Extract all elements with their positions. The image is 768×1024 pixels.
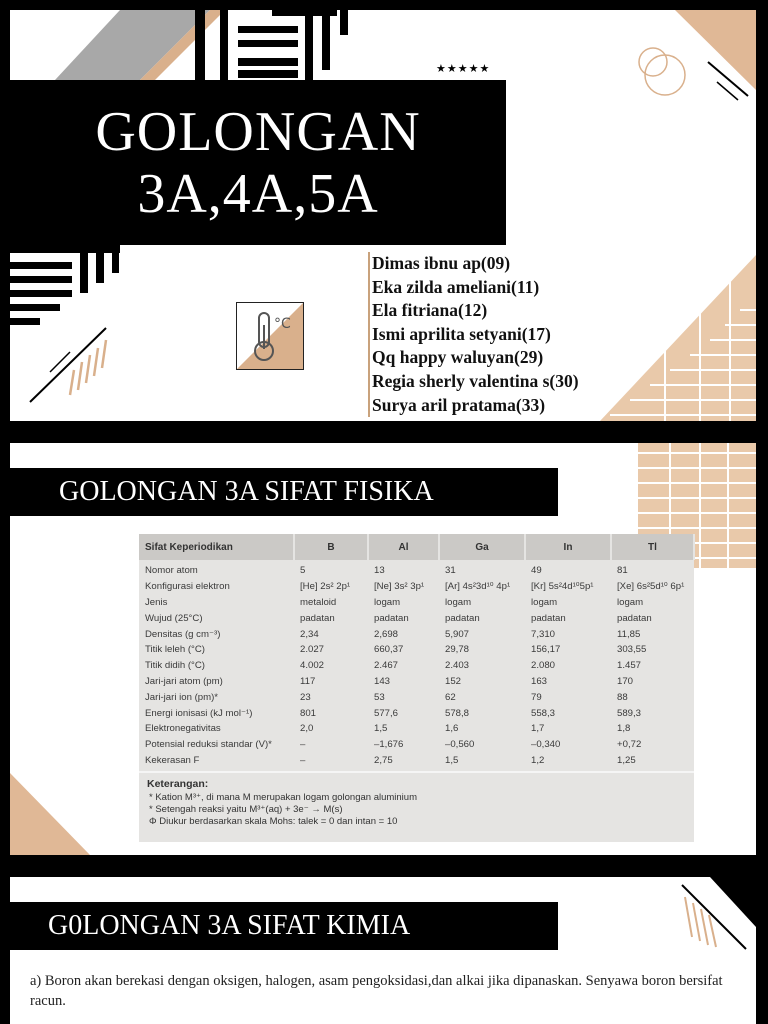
table-cell: [He] 2s² 2p¹: [300, 581, 351, 593]
table-row: [139, 753, 694, 769]
table-cell: 5: [300, 565, 306, 577]
column-header: Tl: [611, 534, 694, 560]
table-cell: 577,6: [374, 707, 399, 719]
chemical-properties-slide: [10, 877, 756, 1024]
table-cell: 1,6: [445, 723, 459, 735]
row-label-cell: Jenis: [145, 596, 168, 608]
table-cell: 2,34: [300, 628, 319, 640]
row-label-cell: Jari-jari atom (pm): [145, 675, 223, 687]
table-row: [139, 674, 694, 690]
table-header-row: [139, 534, 694, 560]
body-text: a) Boron akan berekasi dengan oksigen, halogen, asam pengoksidasi,dan alkai jika dipanaskan. Senyawa boron bersifat racun.: [30, 973, 723, 1009]
table-cell: 163: [531, 675, 548, 687]
table-row: [139, 579, 694, 595]
table-cell: 2.467: [374, 660, 399, 672]
table-cell: 589,3: [617, 707, 642, 719]
row-label-cell: Titik didih (°C): [145, 660, 205, 672]
column-header: In: [525, 534, 611, 560]
table-cell: 7,310: [531, 628, 556, 640]
table-row: [139, 737, 694, 753]
table-row: [139, 610, 694, 626]
table-cell: 4.002: [300, 660, 325, 672]
table-cell: 2.080: [531, 660, 556, 672]
page-title: [10, 80, 506, 245]
table-cell: 558,3: [531, 707, 556, 719]
table-row: [139, 658, 694, 674]
column-header: Sifat Keperiodikan: [139, 534, 294, 560]
physical-properties-slide: [10, 443, 756, 855]
column-header: Ga: [439, 534, 525, 560]
table-row: [139, 705, 694, 721]
table-cell: 801: [300, 707, 317, 719]
table-cell: padatan: [445, 612, 480, 624]
table-cell: padatan: [617, 612, 652, 624]
table-cell: [Xe] 6s²5d¹⁰ 6p¹: [617, 581, 685, 593]
table-cell: 170: [617, 675, 634, 687]
note-item: Φ Diukur berdasarkan skala Mohs: talek = 0 dan intan = 10: [149, 816, 398, 827]
table-cell: 62: [445, 691, 456, 703]
table-cell: padatan: [531, 612, 566, 624]
table-row: [139, 560, 694, 579]
table-cell: 1,8: [617, 723, 631, 735]
title-line-1: GOLONGAN: [95, 100, 421, 163]
row-label-cell: Jari-jari ion (pm)*: [145, 691, 219, 703]
row-label-cell: Potensial reduksi standar (V)*: [145, 739, 272, 751]
column-header: Al: [368, 534, 439, 560]
table-cell: 81: [617, 565, 628, 577]
table-cell: 53: [374, 691, 385, 703]
table-cell: 2,75: [374, 754, 393, 766]
title-line-2: 3A,4A,5A: [137, 162, 379, 225]
list-item: Surya aril pratama(33): [372, 394, 546, 415]
table-cell: 49: [531, 565, 542, 577]
slide-heading: G0LONGAN 3A SIFAT KIMIA: [48, 910, 411, 941]
table-cell: 1,5: [445, 754, 459, 766]
table-cell: [Kr] 5s²4d¹⁰5p¹: [531, 581, 594, 593]
table-cell: +0,72: [617, 739, 642, 751]
slide-heading: GOLONGAN 3A SIFAT FISIKA: [59, 476, 434, 507]
table-cell: [Ne] 3s² 3p¹: [374, 581, 425, 593]
table-cell: logam: [617, 596, 644, 608]
thermometer-celsius-icon: [236, 302, 304, 370]
table-cell: –0,340: [531, 739, 561, 751]
table-cell: logam: [445, 596, 472, 608]
row-label-cell: Wujud (25°C): [145, 612, 203, 624]
slide-heading-bar: [10, 902, 558, 950]
list-item: Ismi aprilita setyani(17): [372, 323, 551, 344]
note-item: * Setengah reaksi yaitu M³⁺(aq) + 3e⁻ → M(s): [149, 804, 343, 815]
table-cell: 2,0: [300, 723, 314, 735]
rating-stars: ★★★★★: [436, 62, 491, 75]
table-cell: 117: [300, 675, 316, 687]
column-header: B: [294, 534, 368, 560]
table-cell: –0,560: [445, 739, 475, 751]
table-cell: 1,2: [531, 754, 545, 766]
table-cell: 5,907: [445, 628, 470, 640]
table-cell: 303,55: [617, 644, 647, 656]
list-item: Regia sherly valentina s(30): [372, 370, 579, 391]
table-cell: 156,17: [531, 644, 561, 656]
table-row: [139, 595, 694, 611]
table-cell: 143: [374, 675, 391, 687]
table-cell: 11,85: [617, 628, 641, 640]
table-cell: 1,5: [374, 723, 388, 735]
table-row: [139, 626, 694, 642]
table-cell: 1,25: [617, 754, 636, 766]
celsius-unit: °C: [274, 316, 291, 332]
table-cell: logam: [374, 596, 401, 608]
table-cell: 1,7: [531, 723, 545, 735]
table-row: [139, 721, 694, 737]
table-cell: 2.027: [300, 644, 325, 656]
member-list: [368, 252, 579, 417]
slide-heading-bar: [10, 468, 558, 516]
list-item: Eka zilda ameliani(11): [372, 276, 540, 297]
row-label-cell: Konfigurasi elektron: [145, 581, 230, 593]
table-cell: padatan: [374, 612, 409, 624]
table-cell: 1.457: [617, 660, 642, 672]
table-cell: 660,37: [374, 644, 404, 656]
row-label-cell: Elektronegativitas: [145, 723, 221, 735]
table-cell: padatan: [300, 612, 335, 624]
table-cell: 79: [531, 691, 542, 703]
table-cell: [Ar] 4s²3d¹⁰ 4p¹: [445, 581, 511, 593]
table-row: [139, 642, 694, 658]
table-cell: –: [300, 754, 306, 766]
table-cell: –: [300, 739, 306, 751]
list-item: Qq happy waluyan(29): [372, 347, 544, 368]
table-cell: 2.403: [445, 660, 470, 672]
table-cell: logam: [531, 596, 558, 608]
row-label-cell: Kekerasan F: [145, 754, 200, 766]
table-cell: 578,8: [445, 707, 470, 719]
table-cell: 31: [445, 565, 456, 577]
properties-table: [139, 534, 694, 840]
table-cell: –1,676: [374, 739, 404, 751]
table-notes: [139, 771, 694, 842]
title-slide: [10, 10, 756, 421]
row-label-cell: Densitas (g cm⁻³): [145, 628, 221, 640]
table-cell: 2,698: [374, 628, 399, 640]
table-cell: 152: [445, 675, 462, 687]
notes-title: Keterangan:: [147, 778, 209, 790]
table-cell: metaloid: [300, 596, 337, 608]
row-label-cell: Nomor atom: [145, 565, 198, 577]
row-label-cell: Energi ionisasi (kJ mol⁻¹): [145, 707, 253, 719]
table-row: [139, 689, 694, 705]
list-item: Ela fitriana(12): [372, 300, 488, 321]
table-cell: 13: [374, 565, 385, 577]
table-cell: 88: [617, 691, 628, 703]
table-cell: 29,78: [445, 644, 470, 656]
note-item: * Kation M³⁺, di mana M merupakan logam golongan aluminium: [149, 792, 417, 803]
list-item: Dimas ibnu ap(09): [372, 253, 511, 273]
row-label-cell: Titik leleh (°C): [145, 644, 205, 656]
table-cell: 23: [300, 691, 311, 703]
